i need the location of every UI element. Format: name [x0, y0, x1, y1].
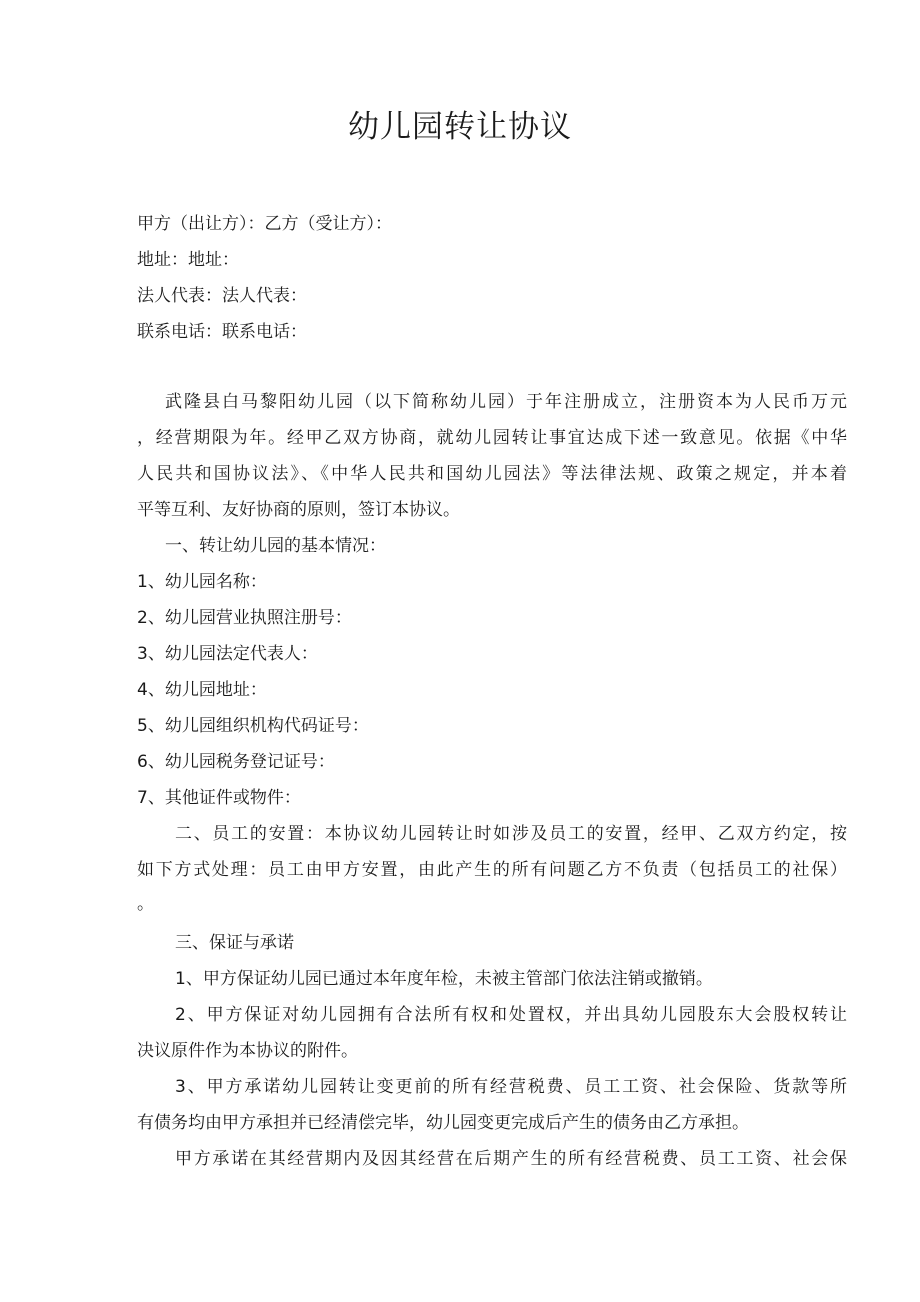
- section-1-item: 1、幼儿园名称：: [137, 572, 267, 592]
- section-1-item: 7、其他证件或物件：: [137, 788, 301, 808]
- section-1-heading: 一、转让幼儿园的基本情况：: [165, 536, 386, 556]
- document-title: 幼儿园转让协议: [348, 109, 572, 145]
- section-1-item: 4、幼儿园地址：: [137, 680, 267, 700]
- section-1-item: 6、幼儿园税务登记证号：: [137, 752, 335, 772]
- section-2-paragraph-line: 如下方式处理：员工由甲方安置，由此产生的所有问题乙方不负责（包括员工的社保）: [137, 860, 847, 880]
- intro-paragraph-line: 人民共和国协议法》、《中华人民共和国幼儿园法》等法律法规、政策之规定，并本着: [137, 464, 847, 484]
- intro-paragraph-line: 平等互利、友好协商的原则，签订本协议。: [137, 500, 460, 520]
- section-1-item: 2、幼儿园营业执照注册号：: [137, 608, 352, 628]
- intro-paragraph-line: 武隆县白马黎阳幼儿园（以下简称幼儿园）于年注册成立，注册资本为人民币万元: [165, 392, 847, 412]
- section-3-paragraph-line: 有债务均由甲方承担并已经清偿完毕，幼儿园变更完成后产生的债务由乙方承担。: [137, 1113, 749, 1133]
- section-2-paragraph-line: 。: [137, 894, 154, 914]
- section-3-paragraph-line: 2、甲方保证对幼儿园拥有合法所有权和处置权，并出具幼儿园股东大会股权转让: [175, 1005, 847, 1025]
- party-phone-line: 联系电话：联系电话：: [137, 322, 307, 342]
- section-2-paragraph-line: 二、员工的安置：本协议幼儿园转让时如涉及员工的安置，经甲、乙双方约定，按: [175, 824, 847, 844]
- intro-paragraph-line: ，经营期限为年。经甲乙双方协商，就幼儿园转让事宜达成下述一致意见。依据《中华: [137, 428, 847, 448]
- section-3-paragraph-line: 甲方承诺在其经营期内及因其经营在后期产生的所有经营税费、员工工资、社会保: [175, 1149, 847, 1169]
- section-3-paragraph-line: 决议原件作为本协议的附件。: [137, 1041, 358, 1061]
- party-names-line: 甲方（出让方）：乙方（受让方）：: [137, 214, 392, 234]
- section-3-heading: 三、保证与承诺: [175, 933, 294, 953]
- section-3-paragraph-line: 3、甲方承诺幼儿园转让变更前的所有经营税费、员工工资、社会保险、货款等所: [175, 1077, 847, 1097]
- section-1-item: 5、幼儿园组织机构代码证号：: [137, 716, 369, 736]
- party-legal-rep-line: 法人代表：法人代表：: [137, 286, 307, 306]
- section-3-paragraph-line: 1、甲方保证幼儿园已通过本年度年检，未被主管部门依法注销或撤销。: [175, 969, 713, 989]
- party-address-line: 地址：地址：: [137, 250, 239, 270]
- section-1-item: 3、幼儿园法定代表人：: [137, 644, 318, 664]
